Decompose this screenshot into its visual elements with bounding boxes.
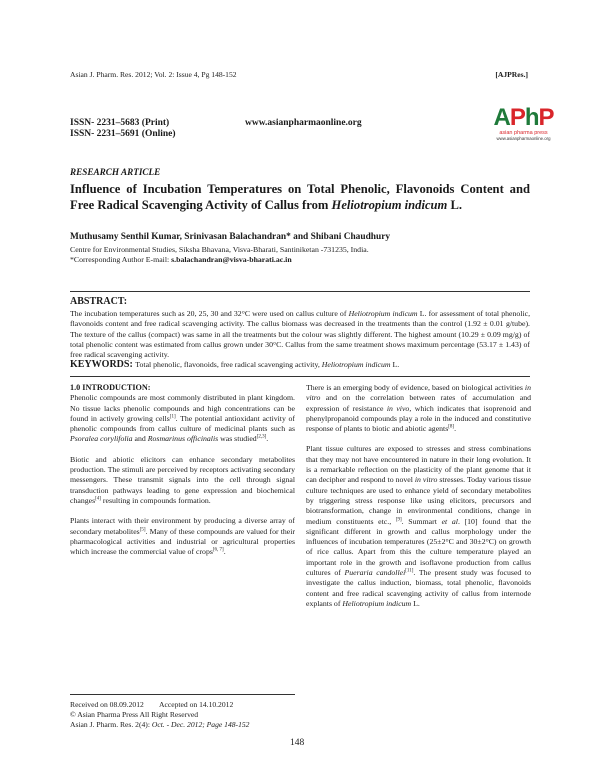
logo-subtitle: asian pharma press	[499, 130, 548, 136]
issn-print: ISSN- 2231–5683 (Print)	[70, 118, 170, 128]
journal-tag: [AJPRes.]	[495, 70, 528, 79]
affiliation: Centre for Environmental Studies, Siksha Bhavana, Visva-Bharati, Santiniketan -731235, India.	[70, 245, 369, 254]
website-link[interactable]: www.asianpharmaonline.org	[245, 118, 362, 128]
left-column	[70, 383, 295, 567]
paragraph: There is an emerging body of evidence, based on biological activities in vitro and on the correlation between rates of accumulation and expression of resistance in vivo, which indicates that isoprenoid and phenylpropanoid compounds play a role in the induced and constitutive response of plants to biotic and abiotic agents[8].	[306, 383, 532, 434]
citation: Asian J. Pharm. Res. 2(4): Oct. - Dec. 2012; Page 148-152	[70, 719, 250, 729]
footer-divider	[70, 694, 295, 695]
logo-letters: APhP	[493, 104, 554, 131]
publisher-logo	[491, 106, 556, 152]
divider	[70, 376, 530, 377]
intro-heading: 1.0 INTRODUCTION:	[70, 383, 151, 392]
abstract-text: The incubation temperatures such as 20, 25, 30 and 32°C were used on callus culture of Heliotropium indicum L. for assessment of total phenolic, flavonoids content and free radical scavenging activity. The callus biomass was decreased in the treatments than the control (1.92 ± 0.01 g/tube). The texture of the callus (compact) was same in all the treatments but the colour was slightly different. The highest amount (10.29 ± 0.09 mg/g) of total phenolic content was estimated from callus grown under 30°C. Callus from the same treatment shows maximum percentage (53.17 ± 1.43) of free radical scavenging activity.	[70, 309, 531, 360]
page-number: 148	[290, 738, 305, 748]
keywords: KEYWORDS: Total phenolic, flavonoids, free radical scavenging activity, Heliotropium indicum L.	[70, 359, 400, 370]
footer-notes	[70, 700, 249, 729]
corresponding-author: *Corresponding Author E-mail: s.balachandran@visva-bharati.ac.in	[70, 255, 292, 265]
right-column	[306, 383, 531, 619]
article-type: RESEARCH ARTICLE	[70, 167, 161, 177]
corresponding-email[interactable]: s.balachandran@visva-bharati.ac.in	[171, 255, 292, 265]
logo-url: www.asianpharmaonline.org	[496, 136, 551, 141]
paragraph: Plant tissue cultures are exposed to stresses and stress combinations that they may not have encountered in nature in their long evolution. It is a remarkable reflection on the plasticity of the plant genome that it can decipher and respond to novel in vitro stresses. Today various tissue culture techniques are used to enhance yield of secondary metabolites by triggering stress response like using elicitors, precursors and biotransformation, change in environmental conditions, change in medium constituents etc., [9]. Summart et al. [10] found that the significant different in growth and callus morphology under the influences of incubation temperatures (25±2°C and 30±2°C) on growth of rice callus. Apart from this the culture temperature played an important role in the growth and isoflavone production from callus cultures of Pueraria candollei[11]. The present study was focused to investigate the callus induction, biomass, total phenolic, flavonoids content and free radical scavenging activity of callus from internode explants of Heliotropium indicum L.	[306, 444, 531, 608]
authors: Muthusamy Senthil Kumar, Srinivasan Balachandran* and Shibani Chaudhury	[70, 232, 391, 242]
received-accepted: Received on 08.09.2012 Accepted on 14.10.2012	[70, 700, 234, 709]
divider	[70, 291, 530, 292]
journal-citation-header: Asian J. Pharm. Res. 2012; Vol. 2: Issue 4, Pg 148-152	[70, 70, 237, 79]
affiliation-block	[70, 245, 369, 266]
copyright: © Asian Pharma Press All Right Reserved	[70, 709, 199, 719]
article-title: Influence of Incubation Temperatures on Total Phenolic, Flavonoids Content and Free Radical Scavenging Activity of Callus from Heliotropium indicum L.	[70, 182, 530, 212]
paragraph: Plants interact with their environment by producing a diverse array of secondary metabolites[5]. Many of these compounds are valued for their pharmacological activities and industrial or agricultural properties which increase the commercial value of crops[6, 7].	[70, 516, 295, 557]
issn-online: ISSN- 2231–5691 (Online)	[70, 129, 176, 139]
paragraph: Biotic and abiotic elicitors can enhance secondary metabolites production. The stimuli are perceived by receptors activating secondary messengers. These transmit signals into the cell through signal transduction pathways leading to gene expression and biochemical changes[4] resulting in compounds formation.	[70, 454, 295, 505]
paragraph: Phenolic compounds are most commonly distributed in plant kingdom. No tissue lacks phenolic compounds and high concentrations can be found in actively growing cells[1]. The potential antioxidant activity of phenolic compounds from callus culture of medicinal plants such as Psoralea corylifolia and Rosmarinus officinalis was studied[2,3].	[70, 393, 295, 444]
abstract-heading: ABSTRACT:	[70, 296, 128, 307]
